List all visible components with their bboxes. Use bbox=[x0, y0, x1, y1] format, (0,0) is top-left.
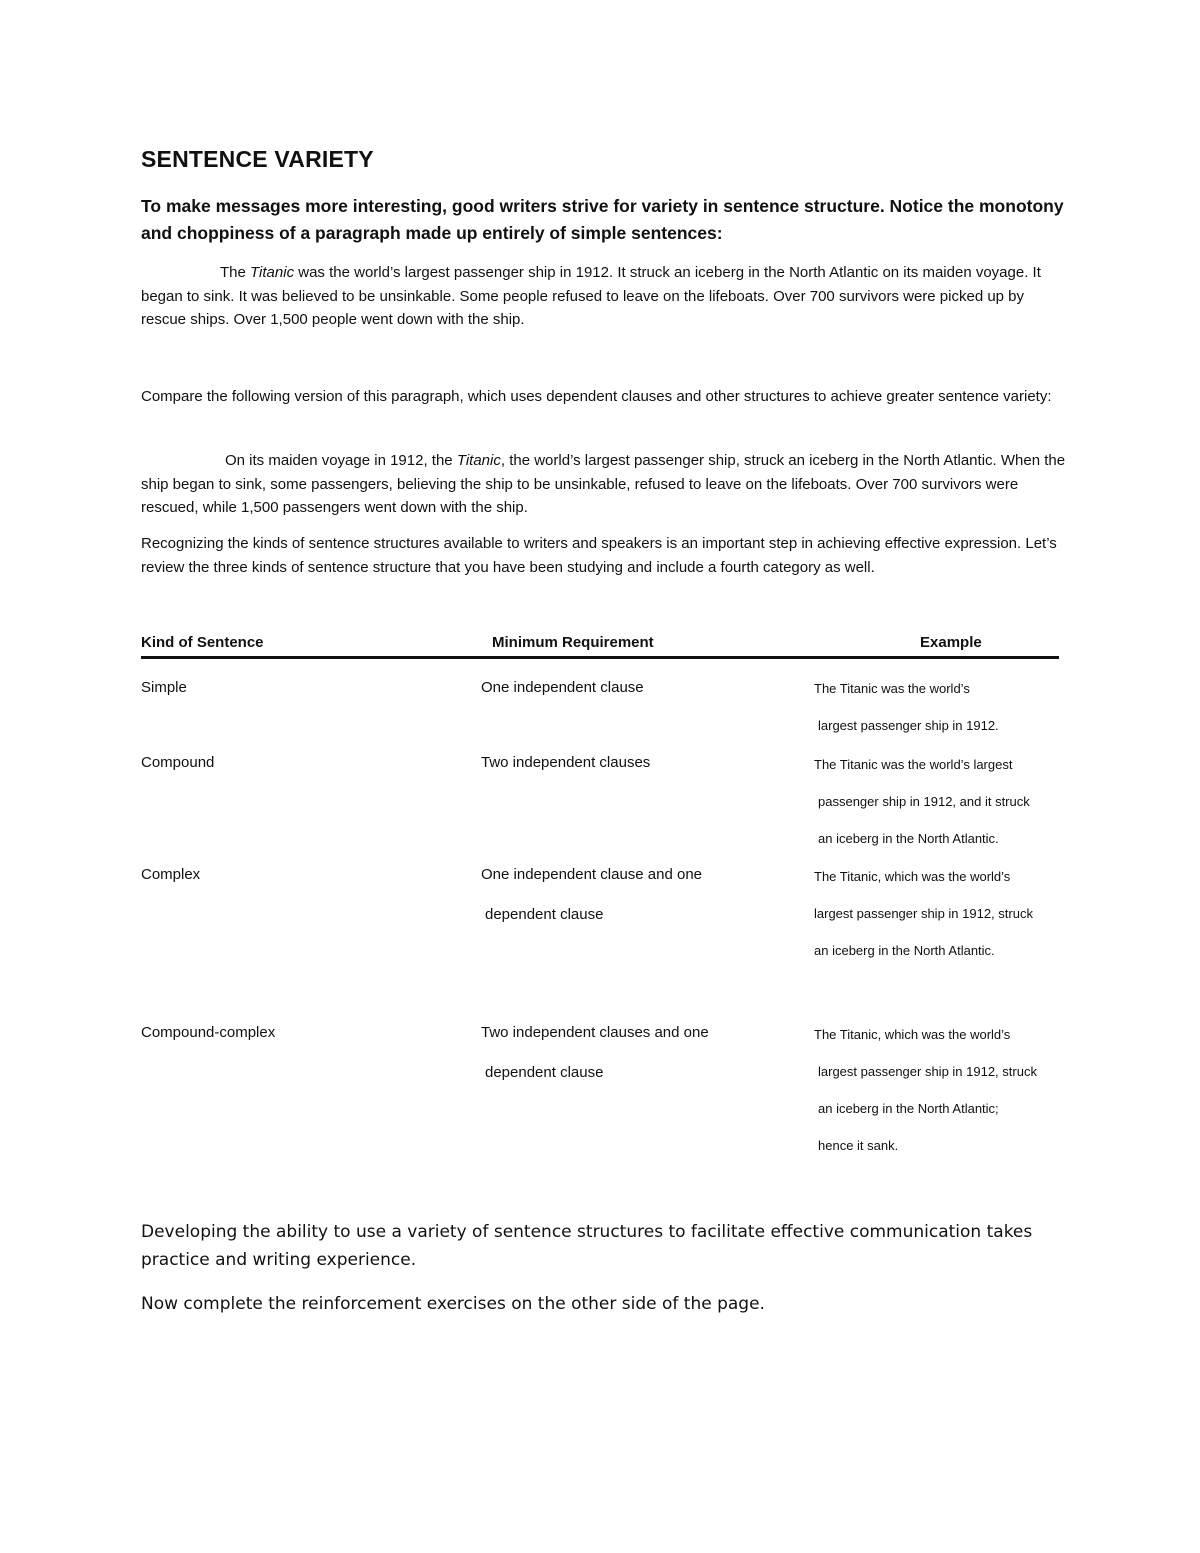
table-row-example bbox=[814, 1016, 1074, 1164]
example-line: largest passenger ship in 1912, struck bbox=[818, 1064, 1037, 1079]
intro-paragraph: To make messages more interesting, good writers strive for variety in sentence structure. Notice the monotony and choppiness of a paragraph made up entirely of simple sentences: bbox=[141, 196, 1064, 243]
requirement-line: One independent clause bbox=[481, 679, 644, 696]
recognizing-paragraph: Recognizing the kinds of sentence structures available to writers and speakers is an important step in achieving effective expression. Let’s review the three kinds of sentence structure that you have been studying and include a fourth category as well. bbox=[141, 535, 1057, 576]
table-row-kind: Compound-complex bbox=[141, 1024, 276, 1041]
example-line: The Titanic, which was the world’s bbox=[814, 1027, 1011, 1042]
example-line: an iceberg in the North Atlantic. bbox=[814, 943, 995, 958]
table-row-kind: Simple bbox=[141, 679, 187, 696]
paragraph-text-start: The bbox=[220, 264, 251, 281]
table-row-example bbox=[814, 746, 1074, 857]
varied-sentences-paragraph bbox=[141, 449, 1066, 520]
column-header-example: Example bbox=[920, 634, 982, 651]
compare-paragraph: Compare the following version of this paragraph, which uses dependent clauses and other structures to achieve greater sentence variety: bbox=[141, 388, 1052, 405]
column-header-kind: Kind of Sentence bbox=[141, 634, 264, 651]
table-row-requirement bbox=[481, 1013, 781, 1093]
example-line: The Titanic was the world’s bbox=[814, 681, 970, 696]
table-row-kind: Complex bbox=[141, 866, 201, 883]
example-line: The Titanic, which was the world’s bbox=[814, 869, 1011, 884]
table-row-requirement bbox=[481, 743, 781, 783]
paragraph-text-rest: was the world’s largest passenger ship in 1912. It struck an iceberg in the North Atlantic on its maiden voyage. It began to sink. It was believed to be unsinkable. Some people refused to leave on the lifeboats. Over 700 survivors were picked up by rescue ships. Over 1,500 people went down with the ship. bbox=[141, 264, 1041, 328]
example-line: passenger ship in 1912, and it struck bbox=[818, 794, 1030, 809]
closing-paragraph: Developing the ability to use a variety of sentence structures to facilitate effective communication takes practice and writing experience. bbox=[141, 1222, 1033, 1270]
instruction-paragraph: Now complete the reinforcement exercises on the other side of the page. bbox=[141, 1294, 765, 1314]
table-header-rule bbox=[141, 656, 1059, 659]
example-line: hence it sank. bbox=[818, 1138, 899, 1153]
simple-sentences-paragraph bbox=[141, 261, 1066, 332]
ship-name: Titanic bbox=[250, 264, 295, 281]
paragraph-text-start: On its maiden voyage in 1912, the bbox=[225, 452, 457, 469]
ship-name: Titanic bbox=[456, 452, 501, 469]
paragraph-text-rest: , the world’s largest passenger ship, struck an iceberg in the North Atlantic. When the ship began to sink, some passengers, believing the ship to be unsinkable, refused to leave on the lifeboats. Over 700 survivors were rescued, while 1,500 passengers went down with the ship. bbox=[141, 452, 1066, 516]
table-row-requirement bbox=[481, 668, 781, 708]
requirement-line: Two independent clauses bbox=[481, 754, 651, 771]
example-line: largest passenger ship in 1912, struck bbox=[814, 906, 1033, 921]
requirement-line: dependent clause bbox=[485, 1064, 604, 1081]
requirement-line: dependent clause bbox=[485, 906, 604, 923]
requirement-line: One independent clause and one bbox=[481, 866, 703, 883]
requirement-line: Two independent clauses and one bbox=[481, 1024, 709, 1041]
example-line: largest passenger ship in 1912. bbox=[818, 718, 999, 733]
table-row-kind: Compound bbox=[141, 754, 215, 771]
column-header-requirement: Minimum Requirement bbox=[492, 634, 654, 651]
table-row-example bbox=[814, 858, 1074, 969]
table-row-example bbox=[814, 670, 1074, 744]
page-title: SENTENCE VARIETY bbox=[141, 146, 374, 172]
example-line: The Titanic was the world’s largest bbox=[814, 757, 1013, 772]
example-line: an iceberg in the North Atlantic. bbox=[818, 831, 999, 846]
example-line: an iceberg in the North Atlantic; bbox=[818, 1101, 999, 1116]
table-row-requirement bbox=[481, 855, 781, 935]
